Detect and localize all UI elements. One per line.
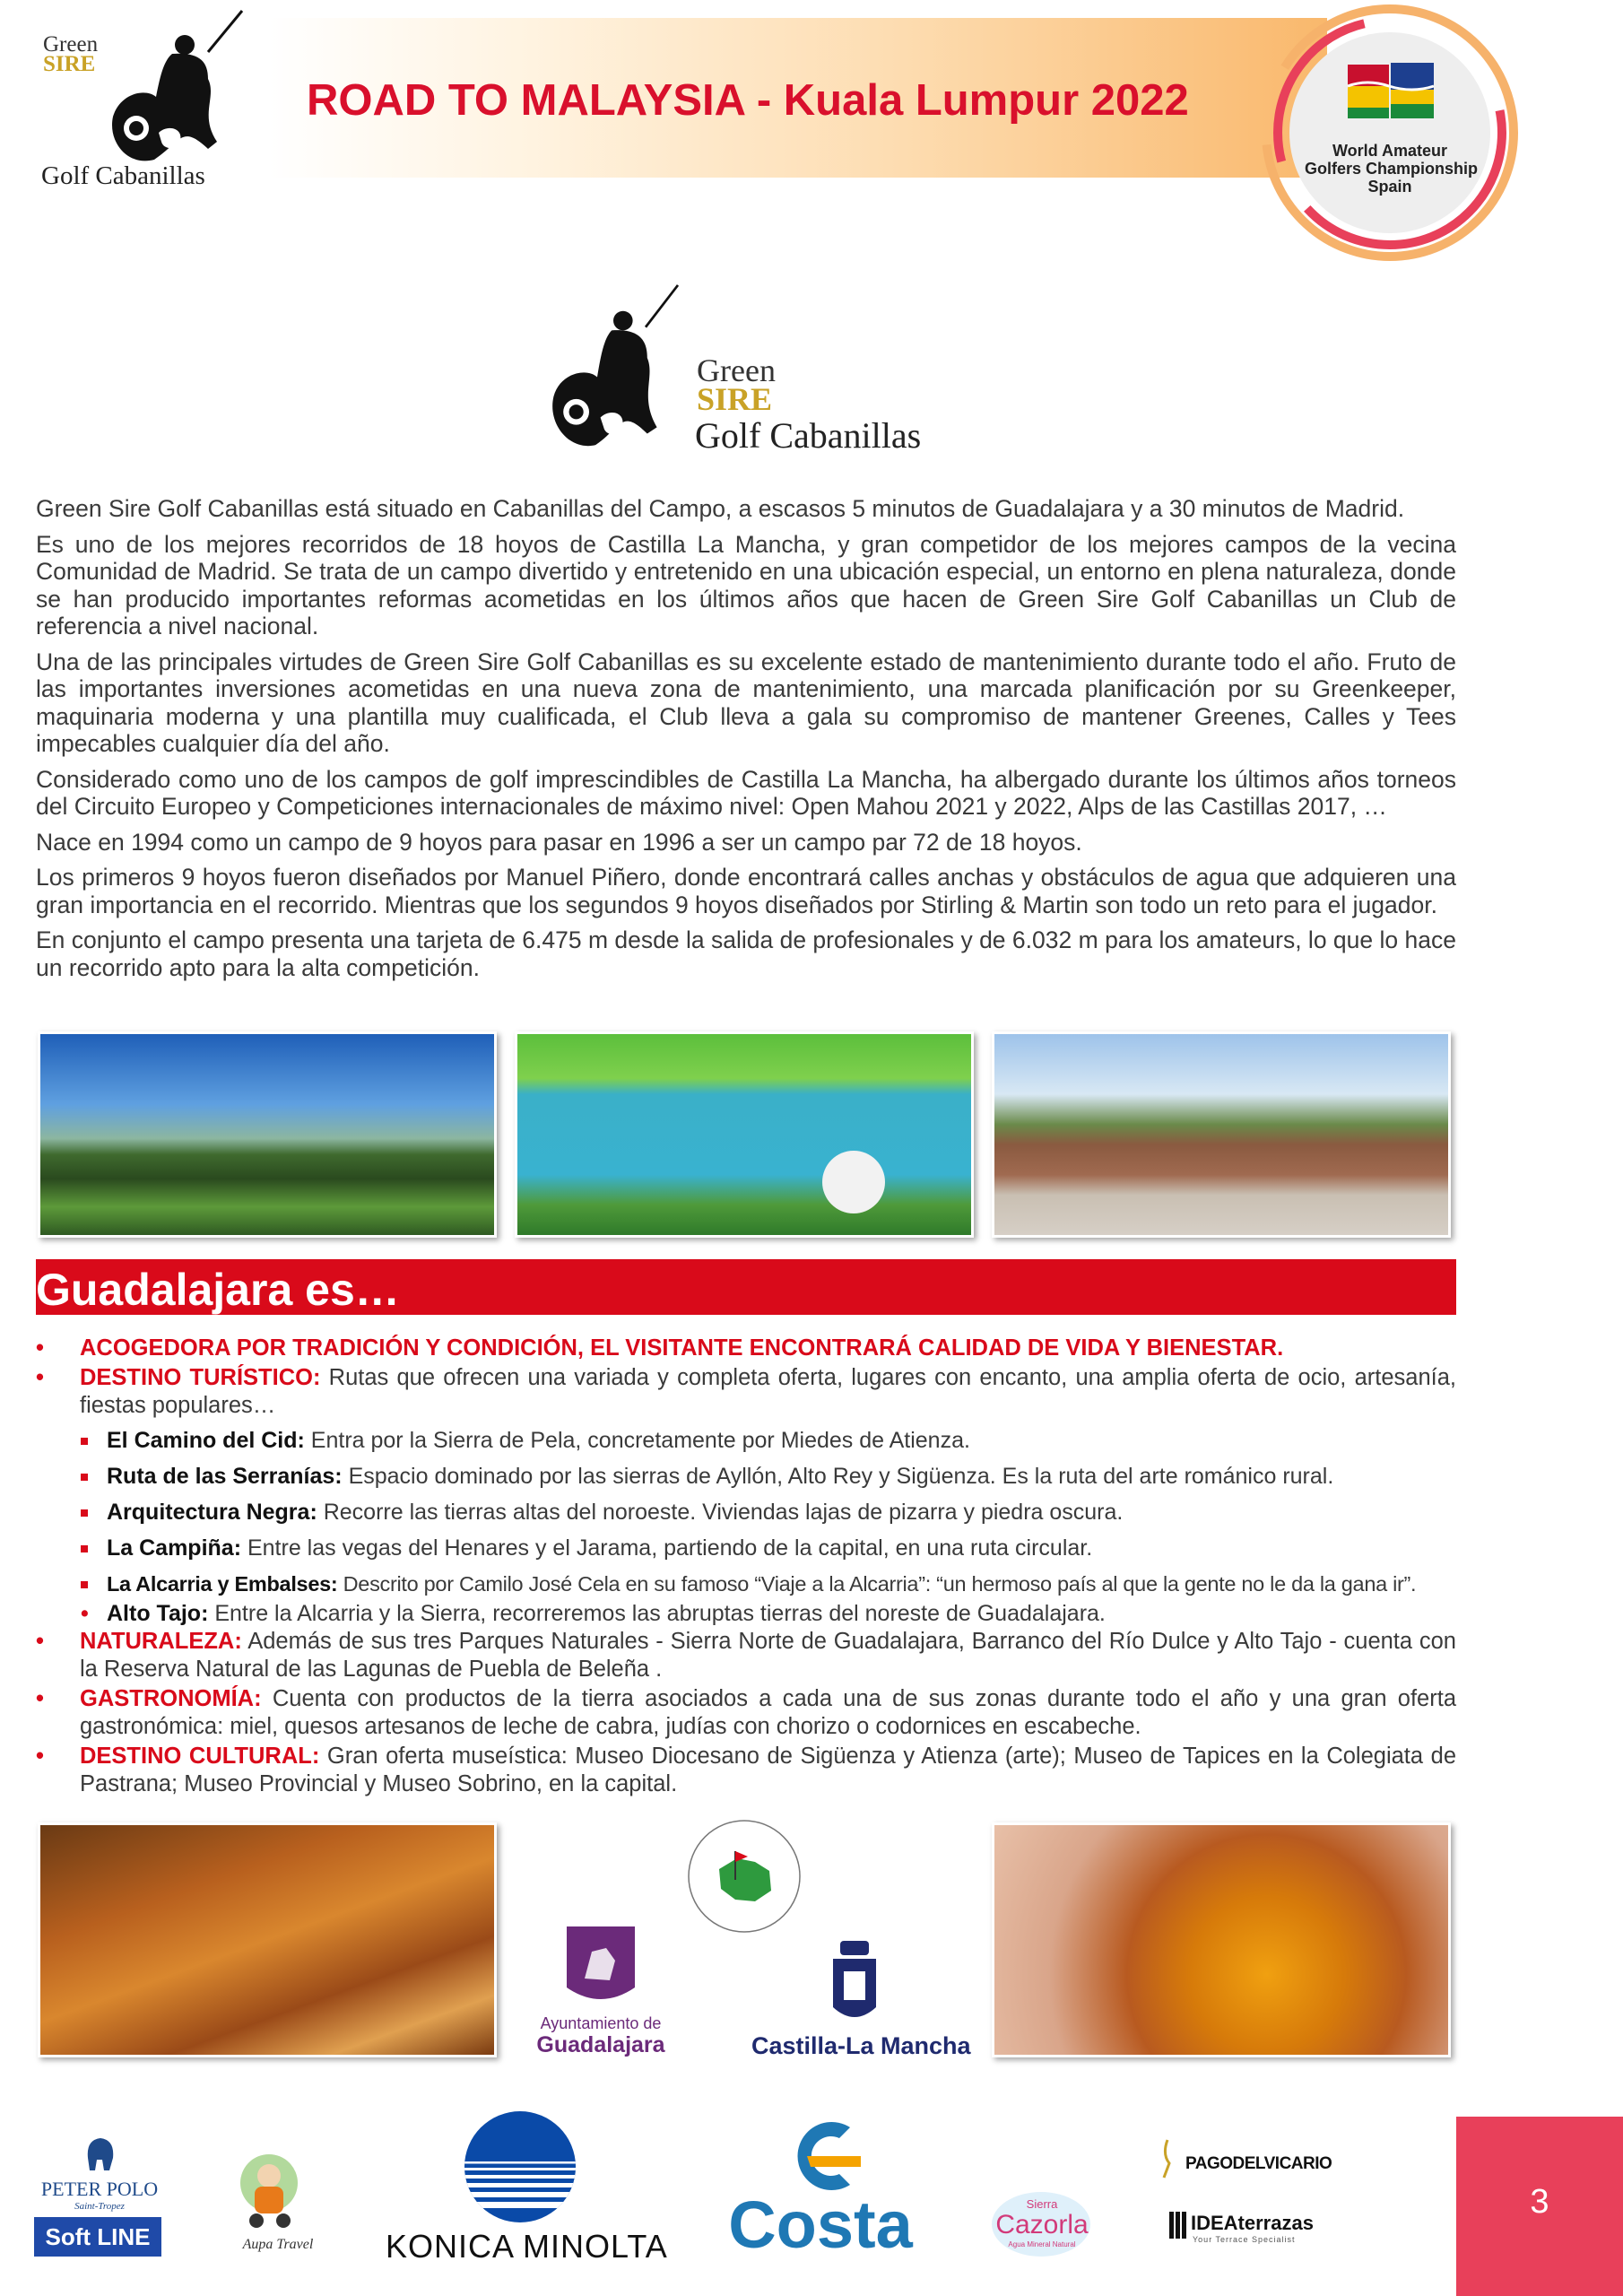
elephant-icon: [82, 2131, 118, 2176]
aupa-text: Aupa Travel: [242, 2237, 314, 2252]
route-item: Ruta de las Serranías: Espacio dominado por las sierras de Ayllón, Alto Rey y Sigüenza. Es la ruta del arte románico rural.: [36, 1463, 1456, 1491]
intro-paragraph: Green Sire Golf Cabanillas está situado en Cabanillas del Campo, a escasos 5 minutos de Guadalajara y a 30 minutos de Madrid.: [36, 495, 1405, 522]
clm-crest-icon: [826, 1939, 883, 2029]
guadalajara-list: [36, 1335, 1456, 1800]
cazorla-top: Sierra: [1026, 2197, 1058, 2211]
intro-paragraph: Una de las principales virtudes de Green Sire Golf Cabanillas es su excelente estado de mantenimiento durante todo el año. Fruto de las importantes inversiones acometidas en una nueva zona de mantenimiento, una marcada planificación por su Greenkeeper, maquinaria moderna y una plantilla muy cualificada, el Club lleva a gala su compromiso de mantener Greenes, Calles y Tees impecables cualquier día del año.: [36, 648, 1456, 757]
intro-text: [36, 495, 1456, 989]
konica-minolta-logo: [386, 2111, 668, 2265]
intro-paragraph: Los primeros 9 hoyos fueron diseñados por Manuel Piñero, donde encontrará calles anchas y obstáculos de agua que adquieren una gran importancia en el recorrido. Mientras que los segundos 9 hoyos diseñados por Stirling & Martin son todo un reto para el jugador.: [36, 864, 1456, 918]
intro-paragraph: Es uno de los mejores recorridos de 18 hoyos de Castilla La Mancha, y gran competidor de los mejores campos de la vecina Comunidad de Madrid. Se trata de un campo divertido y entretenido en una ubicación especial, un entorno en plena naturaleza, donde se han producido importantes reformas acometidas en los últimos años que hacen de Green Sire Golf Cabanillas un Club de referencia a nivel nacional.: [36, 530, 1456, 639]
badge-line1: World Amateur: [1332, 142, 1447, 160]
page-title: ROAD TO MALAYSIA - Kuala Lumpur 2022: [307, 76, 1189, 125]
championship-badge: [1251, 0, 1538, 269]
route-item: • Alto Tajo: Entre la Alcarria y la Sierra, recorreremos las abruptas tierras del noreste de Guadalajara.: [81, 1601, 1106, 1626]
logo-sire-text: SIRE: [43, 52, 96, 76]
konica-globe-icon: [453, 2111, 587, 2228]
costa-logo: [708, 2120, 933, 2264]
softline-badge: Soft LINE: [34, 2217, 161, 2257]
intro-paragraph: Considerado como uno de los campos de golf imprescindibles de Castilla La Mancha, ha albergado durante los últimos años torneos del Circuito Europeo y Competiciones internacionales de máximo nivel: Open Mahou 2021 y 2022, Alps de las Castillas 2017, …: [36, 765, 1456, 820]
costa-c-icon: [780, 2120, 861, 2192]
center-logo-green: Green: [697, 352, 776, 388]
center-logo-name: Golf Cabanillas: [695, 415, 922, 456]
cazorla-logo: [988, 2188, 1096, 2260]
swan-shape: [822, 1151, 885, 1213]
list-item: • DESTINO CULTURAL: Gran oferta museística: Museo Diocesano de Sigüenza y Atienza (arte); Museo de Tapices en la Colegiata de Pastrana; Museo Provincial y Museo Sobrino, en la capital.: [36, 1744, 1456, 1796]
golf-course-photo: [38, 1031, 497, 1238]
scooter-rider-icon: [233, 2152, 305, 2233]
idea-terrazas-logo: [1167, 2206, 1365, 2251]
castilla-la-mancha-logo: [751, 1939, 971, 2065]
golfer-silhouette-icon: [74, 7, 253, 164]
list-item: • ACOGEDORA POR TRADICIÓN Y CONDICIÓN, EL VISITANTE ENCONTRARÁ CALIDAD DE VIDA Y BIENESTAR.: [36, 1335, 1284, 1361]
list-item: • NATURALEZA: Además de sus tres Parques Naturales - Sierra Norte de Guadalajara, Barranco del Río Dulce y Alto Tajo - cuenta con la Reserva Natural de las Lagunas de Puebla de Beleña .: [36, 1629, 1456, 1682]
list-item: • DESTINO TURÍSTICO: Rutas que ofrecen una variada y completa oferta, lugares con encanto, una amplia oferta de ocio, artesanía, fiestas populares…: [36, 1365, 1456, 1418]
lake-swan-photo: [515, 1031, 974, 1238]
idea-text: IDEAterrazas: [1191, 2212, 1314, 2234]
aupa-travel-logo: [224, 2152, 332, 2260]
peter-polo-text: PETER POLO: [40, 2178, 159, 2200]
center-logo-sire: SIRE: [697, 381, 773, 417]
badge-line2: Golfers Championship: [1305, 160, 1479, 178]
honey-photo: [992, 1822, 1451, 2057]
badge-line3: Spain: [1367, 178, 1412, 196]
federacion-seal-icon: [683, 1815, 805, 1937]
idea-mark-icon: [1167, 2210, 1189, 2242]
section-title: Guadalajara es…: [36, 1265, 400, 1315]
list-item: • GASTRONOMÍA: Cuenta con productos de la tierra asociados a cada una de sus zonas durante todo el año y una gran oferta gastronómica: miel, quesos artesanos de leche de cabra, judías con chorizo o codornices en escabeche.: [36, 1686, 1456, 1739]
clm-text: Castilla-La Mancha: [751, 2032, 971, 2059]
page-number: 3: [1530, 2183, 1549, 2221]
route-item: Arquitectura Negra: Recorre las tierras altas del noroeste. Viviendas lajas de pizarra y piedra oscura.: [36, 1499, 1456, 1526]
ayuntamiento-shield-icon: [565, 1925, 637, 2011]
badge-ring-icon: [1251, 0, 1538, 269]
pago-del-vicario-logo: [1160, 2136, 1358, 2181]
cazorla-sub: Agua Mineral Natural: [1008, 2240, 1076, 2248]
ayuntamiento-line1: Ayuntamiento de: [540, 2014, 662, 2032]
idea-sub: Your Terrace Specialist: [1193, 2235, 1296, 2244]
konica-text: KONICA MINOLTA: [386, 2228, 668, 2265]
route-item: La Campiña: Entre las vegas del Henares y el Jarama, partiendo de la capital, en una ruta circular.: [36, 1535, 1456, 1562]
golfer-silhouette-icon: [525, 269, 686, 462]
federacion-golf-logo: [683, 1815, 805, 1937]
cazorla-text: Cazorla: [995, 2210, 1089, 2239]
autumn-forest-photo: [38, 1822, 497, 2057]
pago-mark-icon: [1160, 2136, 1187, 2181]
peter-polo-logo: [32, 2131, 167, 2257]
clubhouse-photo: [992, 1031, 1451, 1238]
intro-paragraph: Nace en 1994 como un campo de 9 hoyos para pasar en 1996 a ser un campo par 72 de 18 hoyos.: [36, 828, 1082, 856]
costa-text: Costa: [728, 2187, 913, 2262]
peter-polo-sub: Saint-Tropez: [74, 2201, 125, 2212]
route-item: El Camino del Cid: Entra por la Sierra de Pela, concretamente por Miedes de Atienza.: [36, 1427, 1456, 1455]
ayuntamiento-line2: Guadalajara: [536, 2032, 665, 2057]
route-item: La Alcarria y Embalses: Descrito por Camilo José Cela en su famoso “Viaje a la Alcarria”: “un hermoso país al que la gente no le da la gana ir”.: [36, 1570, 1456, 1598]
header-logo: [36, 7, 233, 190]
center-logo: [525, 269, 991, 462]
ayuntamiento-logo: [529, 1925, 673, 2059]
logo-name-text: Golf Cabanillas: [41, 161, 205, 190]
intro-paragraph: En conjunto el campo presenta una tarjeta de 6.475 m desde la salida de profesionales y de 6.032 m para los amateurs, lo que lo hace un recorrido apto para la alta competición.: [36, 926, 1456, 981]
logo-green-text: Green: [43, 32, 99, 57]
pago-text: PAGODELVICARIO: [1185, 2154, 1332, 2173]
